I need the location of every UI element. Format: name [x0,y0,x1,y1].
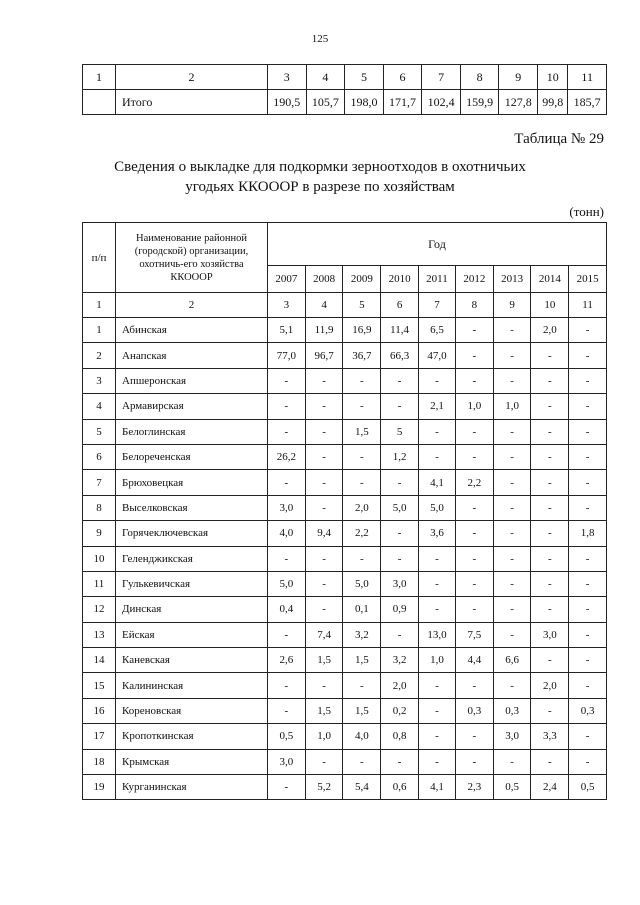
row-value: - [456,673,494,698]
table-row [83,698,607,723]
row-value: - [456,546,494,571]
row-organization: Ейская [116,622,268,647]
row-value: 1,0 [418,648,455,673]
row-value: 0,5 [268,724,306,749]
column-index: 9 [493,293,531,318]
row-value: - [493,521,531,546]
row-value: - [493,622,531,647]
row-value: - [381,521,419,546]
table-row [83,495,607,520]
row-organization: Армавирская [116,394,268,419]
table-row [83,470,607,495]
row-value: - [268,546,306,571]
total-number [83,90,116,115]
total-value: 105,7 [306,90,345,115]
column-index: 4 [305,293,343,318]
row-value: - [381,394,419,419]
row-organization: Кореновская [116,698,268,723]
row-value: - [305,673,343,698]
row-value: - [456,343,494,368]
row-value: - [493,597,531,622]
row-value: - [268,470,306,495]
row-value: - [493,749,531,774]
row-organization: Динская [116,597,268,622]
row-value: 5,0 [343,571,381,596]
row-value: - [343,394,381,419]
row-value: - [268,622,306,647]
row-value: - [343,749,381,774]
header-year-2013: 2013 [493,266,531,293]
row-organization: Курганинская [116,775,268,800]
top-table-index-row [83,65,607,90]
row-value: 3,0 [268,749,306,774]
index-row [83,293,607,318]
row-value: - [531,648,569,673]
row-value: - [569,470,607,495]
row-value: 6,6 [493,648,531,673]
row-organization: Горячеключевская [116,521,268,546]
table-row [83,343,607,368]
row-value: 3,0 [268,495,306,520]
row-value: 5,0 [418,495,455,520]
header-year: Год [268,223,607,266]
column-index: 4 [306,65,345,90]
row-number: 11 [83,571,116,596]
row-value: 0,3 [493,698,531,723]
column-index: 10 [531,293,569,318]
row-value: - [305,495,343,520]
top-table-continuation [82,64,607,115]
column-index: 1 [83,65,116,90]
row-value: 3,0 [493,724,531,749]
row-value: 2,3 [456,775,494,800]
row-value: 2,1 [418,394,455,419]
column-index: 11 [569,293,607,318]
row-number: 7 [83,470,116,495]
table-row [83,673,607,698]
header-year-2007: 2007 [268,266,306,293]
row-value: 11,9 [305,318,343,343]
header-organization: Наименование районной (городской) организации, охотничь-его хозяйства ККОООР [116,223,268,293]
row-value: 0,1 [343,597,381,622]
row-value: - [418,571,455,596]
row-number: 6 [83,444,116,469]
row-value: - [305,444,343,469]
row-value: 47,0 [418,343,455,368]
row-value: - [343,368,381,393]
row-value: - [493,343,531,368]
row-value: - [305,597,343,622]
row-value: 1,0 [493,394,531,419]
row-value: - [456,597,494,622]
table-row [83,622,607,647]
row-value: - [569,444,607,469]
column-index: 9 [499,65,538,90]
row-value: - [493,419,531,444]
row-number: 1 [83,318,116,343]
total-value: 159,9 [460,90,499,115]
row-value: - [268,419,306,444]
row-value: 5 [381,419,419,444]
row-value: - [343,546,381,571]
row-value: 3,2 [381,648,419,673]
row-value: - [569,571,607,596]
row-value: - [305,571,343,596]
row-value: - [381,546,419,571]
row-value: - [268,673,306,698]
row-organization: Выселковская [116,495,268,520]
row-value: - [418,749,455,774]
header-number: п/п [83,223,116,293]
row-value: 4,1 [418,470,455,495]
row-value: 9,4 [305,521,343,546]
row-value: - [268,368,306,393]
row-value: - [493,444,531,469]
column-index: 6 [381,293,419,318]
row-value: - [493,318,531,343]
row-value: - [381,368,419,393]
row-value: - [456,444,494,469]
row-organization: Абинская [116,318,268,343]
row-value: - [531,521,569,546]
column-index: 1 [83,293,116,318]
row-number: 5 [83,419,116,444]
row-value: 0,5 [569,775,607,800]
total-value: 198,0 [345,90,384,115]
row-value: 2,2 [343,521,381,546]
table-row [83,724,607,749]
row-organization: Брюховецкая [116,470,268,495]
row-value: - [493,495,531,520]
row-value: - [569,343,607,368]
units-label: (тонн) [569,204,604,219]
row-number: 18 [83,749,116,774]
row-value: 2,0 [343,495,381,520]
row-value: 1,5 [343,698,381,723]
row-value: - [531,394,569,419]
row-number: 16 [83,698,116,723]
row-value: - [531,749,569,774]
row-value: - [569,622,607,647]
row-value: - [569,673,607,698]
row-organization: Апшеронская [116,368,268,393]
row-number: 10 [83,546,116,571]
row-value: - [305,470,343,495]
total-value: 102,4 [422,90,461,115]
row-value: - [418,444,455,469]
row-value: 77,0 [268,343,306,368]
table-row [83,444,607,469]
row-value: - [531,368,569,393]
row-value: - [569,597,607,622]
row-value: 36,7 [343,343,381,368]
row-value: 2,4 [531,775,569,800]
row-organization: Кропоткинская [116,724,268,749]
row-number: 14 [83,648,116,673]
row-value: - [381,470,419,495]
table-row [83,368,607,393]
row-value: - [456,368,494,393]
row-value: 5,2 [305,775,343,800]
row-value: 66,3 [381,343,419,368]
row-value: 2,0 [531,318,569,343]
table-row [83,546,607,571]
row-value: - [531,546,569,571]
row-value: 1,8 [569,521,607,546]
row-value: - [531,470,569,495]
row-value: - [569,419,607,444]
header-year-2014: 2014 [531,266,569,293]
row-number: 4 [83,394,116,419]
column-index: 5 [345,65,384,90]
row-value: 0,3 [456,698,494,723]
row-value: 1,0 [305,724,343,749]
row-organization: Анапская [116,343,268,368]
row-organization: Калининская [116,673,268,698]
row-organization: Крымская [116,749,268,774]
row-value: - [456,749,494,774]
row-value: - [456,571,494,596]
column-index: 8 [460,65,499,90]
row-number: 2 [83,343,116,368]
row-value: - [531,495,569,520]
column-index: 7 [418,293,455,318]
row-value: - [418,698,455,723]
top-table-total-row [83,90,607,115]
row-number: 9 [83,521,116,546]
column-index: 5 [343,293,381,318]
row-value: 4,0 [343,724,381,749]
column-index: 10 [538,65,568,90]
row-value: 11,4 [381,318,419,343]
row-value: - [305,368,343,393]
column-index: 3 [268,65,307,90]
column-index: 2 [116,65,268,90]
column-index: 11 [568,65,607,90]
row-value: 4,0 [268,521,306,546]
row-value: 3,3 [531,724,569,749]
row-value: - [493,368,531,393]
row-value: - [456,724,494,749]
row-value: 1,0 [456,394,494,419]
row-organization: Геленджикская [116,546,268,571]
row-value: 1,5 [305,698,343,723]
table-row [83,318,607,343]
row-value: - [569,318,607,343]
row-value: - [418,546,455,571]
row-value: - [569,749,607,774]
row-value: - [569,546,607,571]
row-value: - [456,318,494,343]
table-row [83,571,607,596]
column-index: 6 [383,65,422,90]
column-index: 7 [422,65,461,90]
row-value: - [531,571,569,596]
row-value: - [305,749,343,774]
row-value: 5,0 [381,495,419,520]
total-value: 171,7 [383,90,422,115]
row-value: 2,6 [268,648,306,673]
row-value: 2,0 [531,673,569,698]
row-value: 0,3 [569,698,607,723]
row-organization: Каневская [116,648,268,673]
total-value: 190,5 [268,90,307,115]
row-value: - [493,470,531,495]
row-value: 1,2 [381,444,419,469]
row-value: - [381,622,419,647]
row-value: - [418,368,455,393]
row-value: 3,2 [343,622,381,647]
row-value: - [268,775,306,800]
row-value: - [268,394,306,419]
row-value: - [343,444,381,469]
row-number: 15 [83,673,116,698]
row-number: 12 [83,597,116,622]
row-value: 13,0 [418,622,455,647]
table-title [0,157,640,197]
column-index: 2 [116,293,268,318]
row-value: 3,6 [418,521,455,546]
table-row [83,394,607,419]
total-value: 127,8 [499,90,538,115]
row-value: 1,5 [343,648,381,673]
row-value: 16,9 [343,318,381,343]
row-value: - [456,419,494,444]
table-row [83,521,607,546]
row-value: 3,0 [531,622,569,647]
row-value: - [305,419,343,444]
row-value: - [418,724,455,749]
row-value: - [418,597,455,622]
table-label: Таблица № 29 [514,131,604,147]
row-value: 0,9 [381,597,419,622]
row-number: 19 [83,775,116,800]
row-value: 0,8 [381,724,419,749]
row-value: - [531,698,569,723]
table-row [83,775,607,800]
row-number: 13 [83,622,116,647]
row-value: 1,5 [305,648,343,673]
row-value: - [569,648,607,673]
row-value: 7,5 [456,622,494,647]
column-index: 3 [268,293,306,318]
total-label: Итого [116,90,268,115]
row-value: 1,5 [343,419,381,444]
table-row [83,749,607,774]
table-title-line-2: угодьях ККОООР в разрезе по хозяйствам [185,179,455,195]
row-number: 17 [83,724,116,749]
total-value: 99,8 [538,90,568,115]
row-value: - [531,419,569,444]
total-value: 185,7 [568,90,607,115]
row-value: - [268,698,306,723]
row-value: 5,0 [268,571,306,596]
row-value: 3,0 [381,571,419,596]
row-value: 5,1 [268,318,306,343]
row-number: 3 [83,368,116,393]
row-value: - [493,673,531,698]
row-value: - [569,495,607,520]
row-value: - [343,673,381,698]
row-value: 0,6 [381,775,419,800]
table-row [83,597,607,622]
column-index: 8 [456,293,494,318]
row-value: 0,4 [268,597,306,622]
row-value: 2,2 [456,470,494,495]
row-value: - [493,546,531,571]
table-row [83,648,607,673]
row-value: 0,5 [493,775,531,800]
row-value: - [343,470,381,495]
row-value: - [456,521,494,546]
row-value: - [305,394,343,419]
row-value: 4,1 [418,775,455,800]
page-number: 125 [311,33,329,45]
header-year-2012: 2012 [456,266,494,293]
row-value: - [418,673,455,698]
table-title-line-1: Сведения о выкладке для подкормки зерноотходов в охотничьих [114,159,526,175]
row-value: - [569,394,607,419]
feeding-table [82,222,607,800]
row-value: - [418,419,455,444]
row-value: 96,7 [305,343,343,368]
header-year-2009: 2009 [343,266,381,293]
row-value: 7,4 [305,622,343,647]
row-value: - [381,749,419,774]
row-organization: Белоглинская [116,419,268,444]
header-year-2010: 2010 [381,266,419,293]
row-value: - [305,546,343,571]
row-value: 4,4 [456,648,494,673]
row-value: - [569,724,607,749]
table-row [83,419,607,444]
row-number: 8 [83,495,116,520]
row-value: - [531,343,569,368]
row-value: 0,2 [381,698,419,723]
row-value: 5,4 [343,775,381,800]
row-value: 26,2 [268,444,306,469]
row-value: - [569,368,607,393]
header-year-2011: 2011 [418,266,455,293]
header-year-2015: 2015 [569,266,607,293]
row-value: - [456,495,494,520]
row-value: 2,0 [381,673,419,698]
row-organization: Гулькевичская [116,571,268,596]
row-value: - [531,597,569,622]
header-year-2008: 2008 [305,266,343,293]
row-value: - [493,571,531,596]
row-value: 6,5 [418,318,455,343]
row-value: - [531,444,569,469]
row-organization: Белореченская [116,444,268,469]
